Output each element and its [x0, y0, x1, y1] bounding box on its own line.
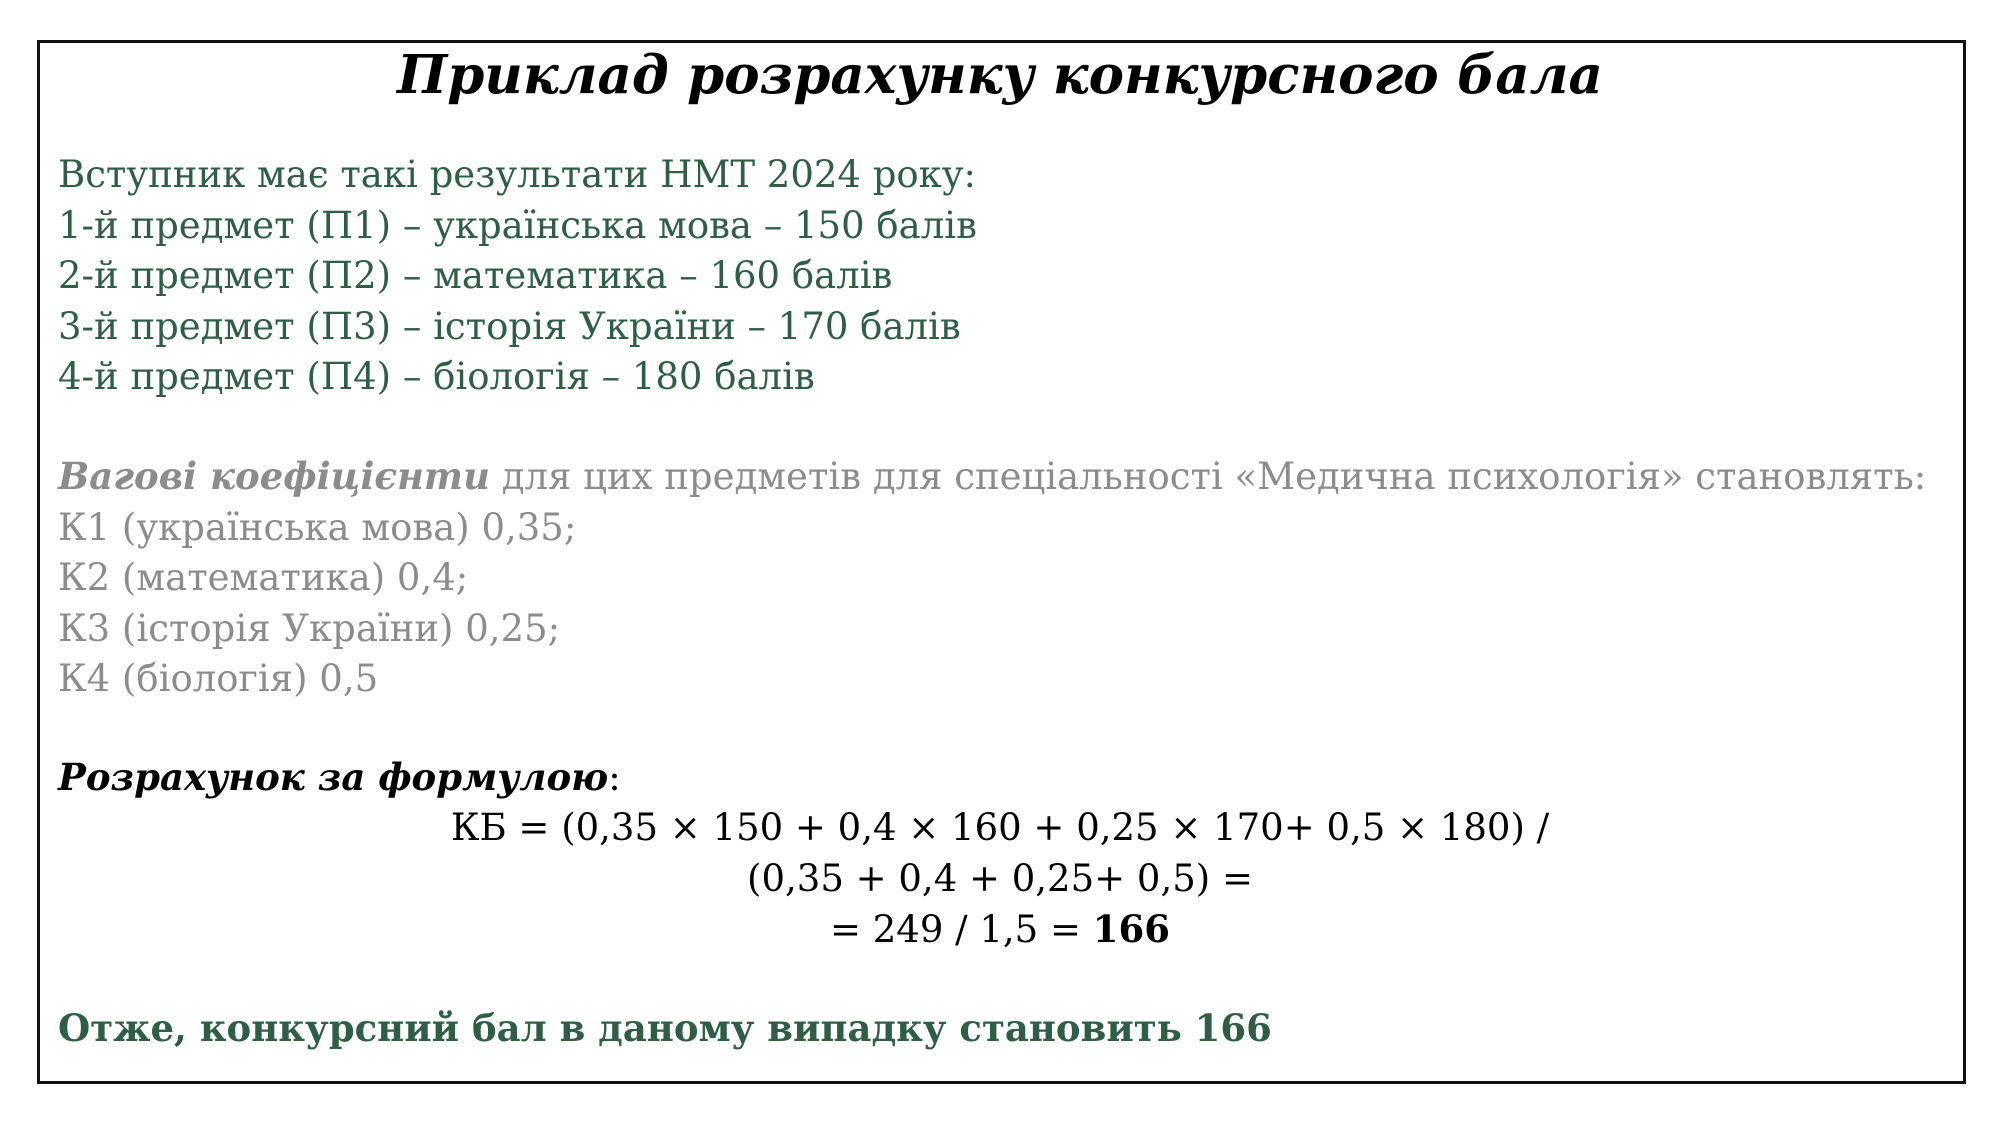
subject-line-3: 3-й предмет (П3) – історія України – 170 балів	[58, 304, 961, 348]
weights-lead-emphasis: Вагові коефіцієнти	[58, 454, 490, 498]
weight-line-2: К2 (математика) 0,4;	[58, 556, 469, 599]
subject-line-2: 2-й предмет (П2) – математика – 160 балів	[58, 254, 893, 297]
weights-lead	[58, 451, 1926, 503]
conclusion-text: Отже, конкурсний бал в даному випадку становить 166	[58, 1006, 1272, 1050]
formula-line-1: КБ = (0,35 × 150 + 0,4 × 160 + 0,25 × 170+ 0,5 × 180) /	[450, 806, 1550, 849]
subject-line-1: 1-й предмет (П1) – українська мова – 150 балів	[58, 203, 977, 247]
results-section	[58, 150, 977, 403]
formula-line-3-prefix: = 249 / 1,5 =	[830, 908, 1093, 951]
weight-line-4: К4 (біологія) 0,5	[58, 657, 379, 700]
formula-block	[0, 803, 2000, 956]
weights-lead-rest: для цих предметів для спеціальності «Медична психологія» становлять:	[490, 455, 1927, 498]
calculation-heading-colon: :	[608, 756, 621, 799]
weight-line-3: К3 (історія України) 0,25;	[58, 606, 561, 650]
calculation-heading-text: Розрахунок за формулою	[58, 755, 609, 799]
page-title: Приклад розрахунку конкурсного бала	[397, 44, 1603, 106]
results-intro: Вступник має такі результати НМТ 2024 року:	[58, 153, 977, 196]
formula-line-3	[0, 904, 2000, 956]
weights-section	[58, 451, 1926, 705]
formula-result: 166	[1092, 907, 1170, 951]
formula-line-2: (0,35 + 0,4 + 0,25+ 0,5) =	[747, 856, 1253, 900]
calculation-heading	[58, 752, 621, 804]
subject-line-4: 4-й предмет (П4) – біологія – 180 балів	[58, 355, 815, 398]
weight-line-1: К1 (українська мова) 0,35;	[58, 505, 577, 549]
